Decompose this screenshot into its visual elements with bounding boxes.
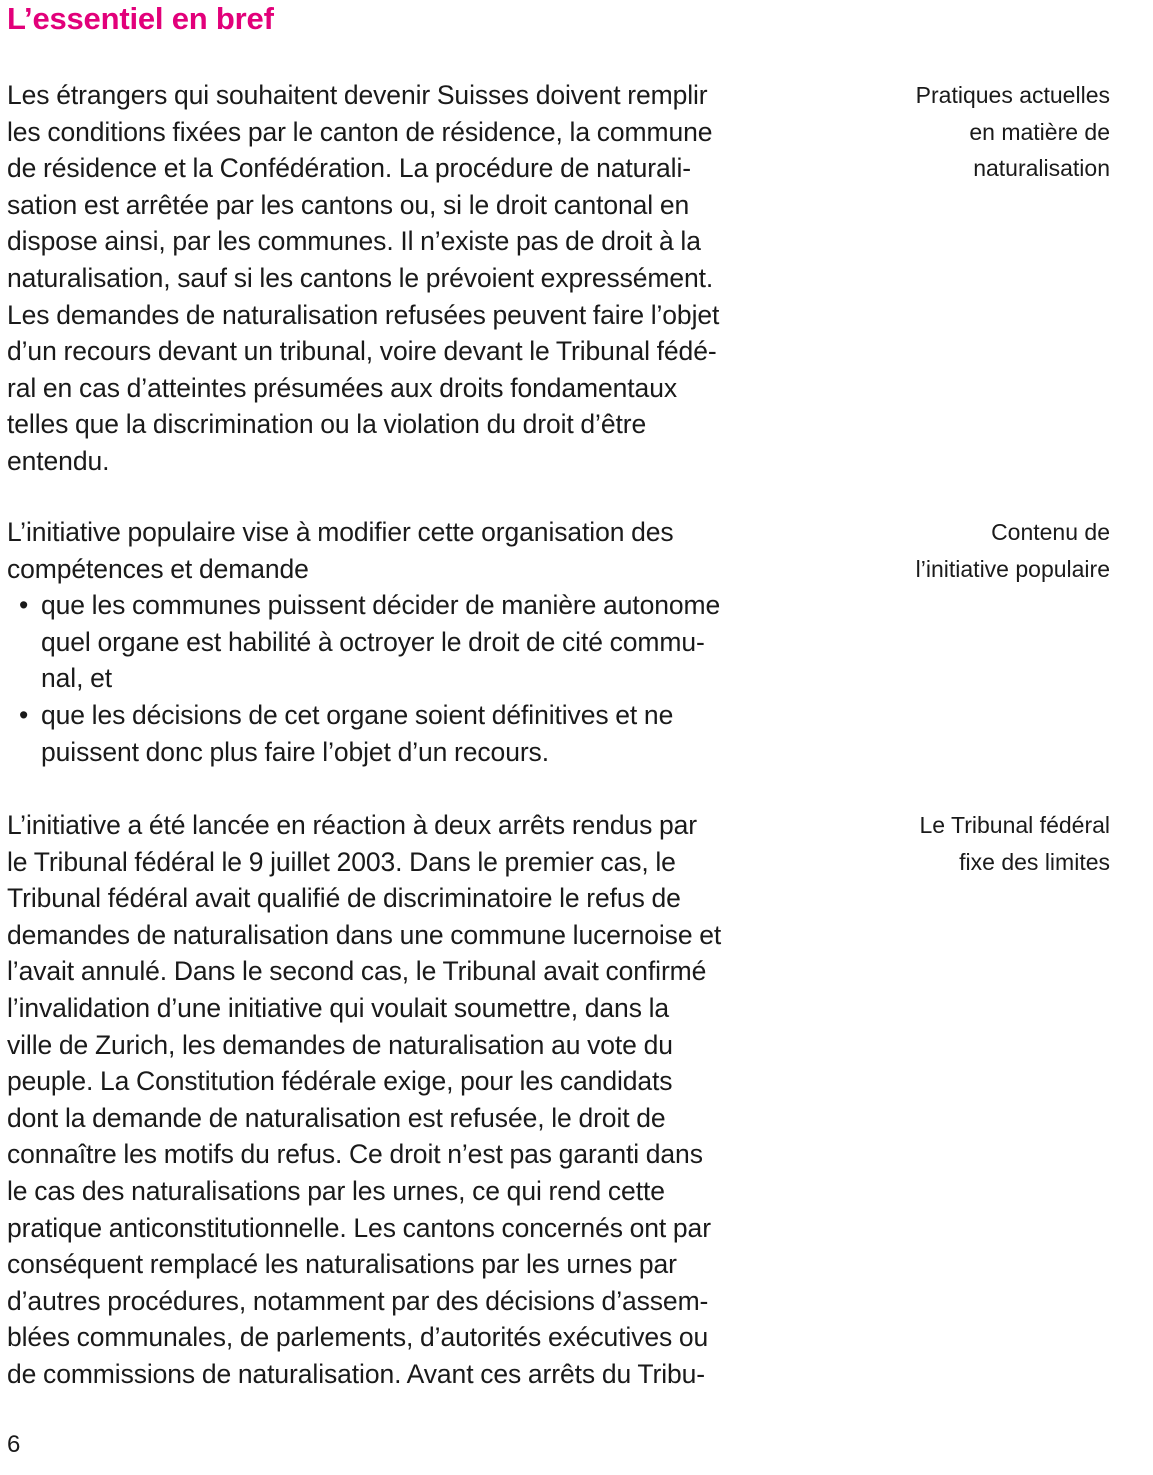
text-line: L’initiative a été lancée en réaction à deux arrêts rendus par (7, 810, 698, 840)
text-line: telles que la discrimination ou la violation du droit d’être (7, 409, 647, 440)
text-line: conséquent remplacé les naturalisations par les urnes par (7, 1249, 677, 1280)
bullet-icon: • (19, 590, 29, 621)
side-note-line: Le Tribunal fédéral (919, 812, 1110, 838)
text-line: nal, et (41, 663, 112, 694)
text-line: peuple. La Constitution fédérale exige, pour les candidats (7, 1066, 673, 1097)
text-line: le cas des naturalisations par les urnes, ce qui rend cette (7, 1175, 665, 1206)
text-line: L’initiative populaire vise à modifier cette organisation des (7, 517, 674, 547)
text-line: sation est arrêtée par les cantons ou, si le droit cantonal en (7, 189, 690, 220)
page-number: 6 (7, 1431, 21, 1458)
text-line: les conditions fixées par le canton de résidence, la commune (7, 116, 713, 147)
text-line: puissent donc plus faire l’objet d’un recours. (41, 736, 549, 767)
text-line: quel organe est habilité à octroyer le droit de cité commu- (41, 626, 705, 657)
text-line: d’autres procédures, notamment par des décisions d’assem- (7, 1285, 709, 1316)
text-line: • que les décisions de cet organe soient définitives et ne (7, 697, 867, 734)
text-line: le Tribunal fédéral le 9 juillet 2003. Dans le premier cas, le (7, 846, 676, 877)
text-line: l’avait annulé. Dans le second cas, le Tribunal avait confirmé (7, 956, 707, 987)
bullet-item (7, 587, 867, 697)
text-line: compétences et demande (7, 553, 309, 584)
side-note-federal-court (850, 807, 1110, 880)
text-line: blées communales, de parlements, d’autorités exécutives ou (7, 1322, 709, 1353)
text-line: ville de Zurich, les demandes de naturalisation au vote du (7, 1029, 673, 1060)
text-line: dispose ainsi, par les communes. Il n’existe pas de droit à la (7, 226, 701, 257)
text-line: connaître les motifs du refus. Ce droit n’est pas garanti dans (7, 1139, 703, 1170)
paragraph-current-practices (7, 77, 867, 480)
text-line: de résidence et la Confédération. La procédure de naturali- (7, 153, 691, 184)
text-line: Tribunal fédéral avait qualifié de discriminatoire le refus de (7, 883, 681, 914)
text-line: Les demandes de naturalisation refusées peuvent faire l’objet (7, 299, 720, 330)
bullet-icon: • (19, 699, 29, 730)
side-note-line: Contenu de (991, 519, 1110, 545)
side-note-line: fixe des limites (959, 848, 1110, 875)
side-note-line: l’initiative populaire (915, 555, 1110, 582)
side-note-line: Pratiques actuelles (915, 82, 1110, 108)
text-line: naturalisation, sauf si les cantons le prévoient expressément. (7, 262, 714, 293)
text-line: pratique anticonstitutionnelle. Les cantons concernés ont par (7, 1212, 711, 1243)
paragraph-initiative-content (7, 514, 867, 770)
text-line: dont la demande de naturalisation est refusée, le droit de (7, 1102, 666, 1133)
page-title: L’essentiel en bref (7, 1, 274, 36)
side-note-initiative-content (850, 514, 1110, 587)
text-line: • que les communes puissent décider de manière autonome (7, 587, 867, 624)
paragraph-federal-court (7, 807, 867, 1393)
bullet-item (7, 697, 867, 770)
side-note-line: naturalisation (973, 155, 1110, 182)
text-line: demandes de naturalisation dans une commune lucernoise et (7, 919, 722, 950)
side-note-line: en matière de (969, 118, 1110, 145)
text-line: de commissions de naturalisation. Avant ces arrêts du Tribu- (7, 1358, 705, 1389)
side-note-current-practices (850, 77, 1110, 187)
text-line: l’invalidation d’une initiative qui voulait soumettre, dans la (7, 992, 670, 1023)
text-line: d’un recours devant un tribunal, voire devant le Tribunal fédé- (7, 336, 717, 367)
text-line: entendu. (7, 445, 110, 476)
text-line: ral en cas d’atteintes présumées aux droits fondamentaux (7, 372, 677, 403)
text-line: Les étrangers qui souhaitent devenir Suisses doivent remplir (7, 80, 708, 110)
